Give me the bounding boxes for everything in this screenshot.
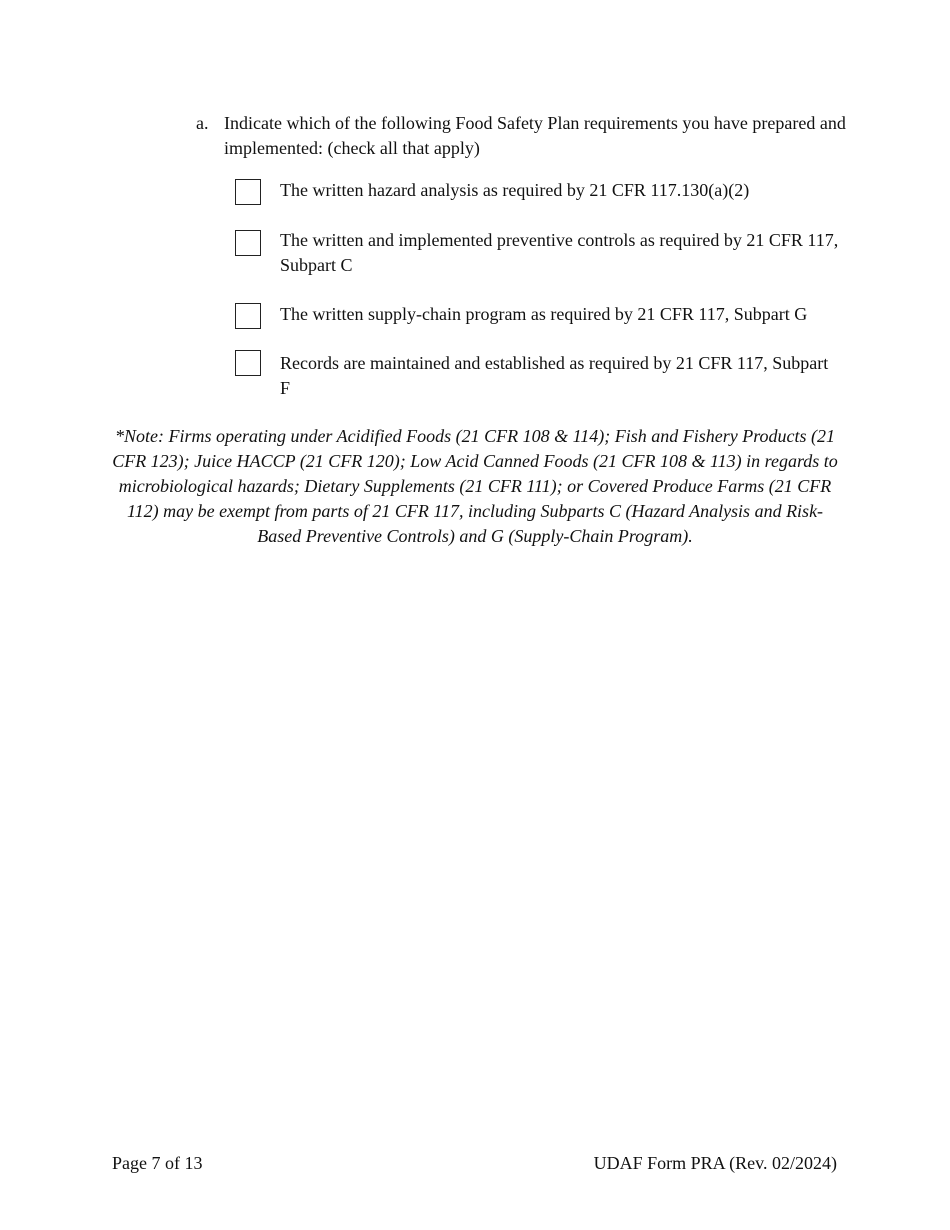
checkbox-preventive-controls[interactable]: [235, 230, 261, 256]
question-text: Indicate which of the following Food Safety Plan requirements you have prepared and implemented: (check all that apply): [224, 113, 846, 158]
checkbox-hazard-analysis[interactable]: [235, 179, 261, 205]
option-label-preventive-controls: The written and implemented preventive controls as required by 21 CFR 117, Subpart C: [280, 230, 839, 275]
option-label-records-maintained: Records are maintained and established as required by 21 CFR 117, Subpart F: [280, 353, 829, 398]
form-revision: UDAF Form PRA (Rev. 02/2024): [593, 1153, 837, 1173]
checkbox-supply-chain-program[interactable]: [235, 303, 261, 329]
option-label-supply-chain-program: The written supply-chain program as required by 21 CFR 117, Subpart G: [280, 304, 808, 324]
exemption-note: *Note: Firms operating under Acidified Foods (21 CFR 108 & 114); Fish and Fishery Products (21 CFR 123); Juice HACCP (21 CFR 120); Low Acid Canned Foods (21 CFR 108 & 113) in regards to microbiological hazards; Dietary Supplements (21 CFR 111); or Covered Produce Farms (21 CFR 112) may be exempt from parts of 21 CFR 117, including Subparts C (Hazard Analysis and Risk-Based Preventive Controls) and G (Supply-Chain Program).: [112, 426, 838, 546]
page-number: Page 7 of 13: [112, 1153, 203, 1173]
option-label-hazard-analysis: The written hazard analysis as required by 21 CFR 117.130(a)(2): [280, 180, 750, 200]
checkbox-records-maintained[interactable]: [235, 350, 261, 376]
question-letter: a.: [196, 113, 209, 133]
